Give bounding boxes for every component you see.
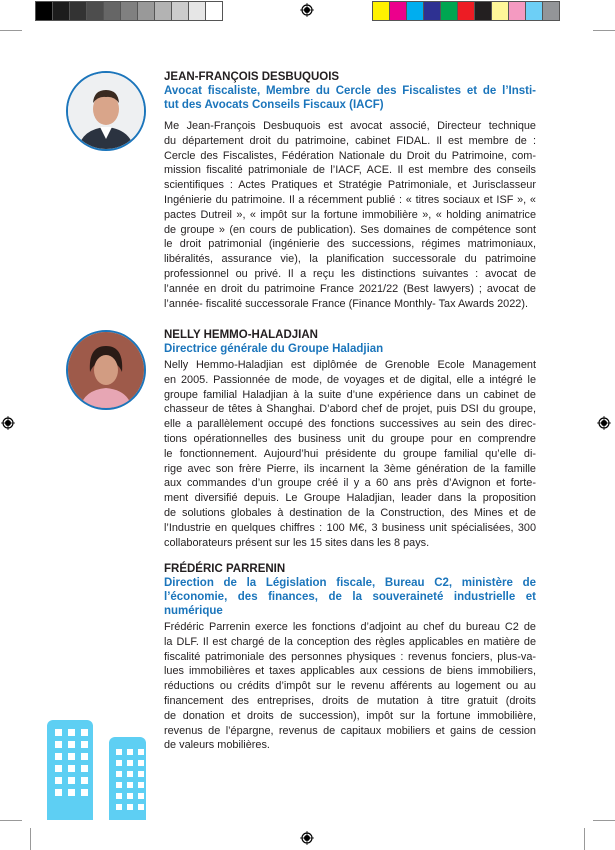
bio-text-line: revenus de l’épargne, revenus de capitaux mobiliers et gains de cession (164, 724, 536, 737)
grayscale-color-bar (35, 1, 223, 21)
window-icon (127, 793, 133, 799)
bio-text-line: pactes Dutreil », « impôt sur la fortune immobilière », « holding animatrice (164, 208, 536, 221)
color-swatch (509, 2, 526, 20)
profile-hemmo-haladjian (164, 328, 536, 550)
person-name: JEAN-FRANÇOIS DESBUQUOIS (164, 71, 340, 83)
bio-text-line: de valeurs mobilières. (164, 739, 270, 752)
window-icon (138, 782, 144, 788)
person-name: NELLY HEMMO-HALADJIAN (164, 329, 318, 341)
bio-text-line: Ingénierie du patrimoine. Il a récemment publié : « titres sociaux et ISF », « (164, 193, 536, 206)
profile-desbuquois (164, 70, 536, 311)
bio-text-line: mission fiscalité patrimoniale de l’IACF, ACE. Il est membre des conseils (164, 164, 536, 177)
bio-text-line: collaborateurs présent sur les 15 sites dans les 8 pays. (164, 536, 430, 549)
window-icon (81, 741, 88, 748)
window-icon (127, 804, 133, 810)
person-title-line: numérique (164, 605, 223, 617)
window-icon (68, 741, 75, 748)
bio-text-line: de groupe » (en cours de publication). Ses domaines de compétence sont (164, 223, 536, 236)
window-icon (127, 760, 133, 766)
bio-text-line: elle a parallèlement occupé des fonctions successives au sein des direc- (164, 418, 536, 431)
color-swatch (172, 2, 189, 20)
window-icon (138, 793, 144, 799)
window-icon (81, 789, 88, 796)
window-icon (81, 753, 88, 760)
bio-text-line: aux commandes d’un groupe créé il y a 60 ans près d’Avignon et forte- (164, 477, 536, 490)
bio-text-line: le fonctionnement. Aujourd’hui présidente du groupe familial qu’elle di- (164, 447, 536, 460)
portrait-photo-nelly-hemmo-haladjian (66, 330, 146, 410)
color-swatch (104, 2, 121, 20)
color-swatch (121, 2, 138, 20)
window-icon (116, 760, 122, 766)
bio-text-line: Me Jean-François Desbuquois est avocat associé, Directeur technique (164, 120, 536, 132)
color-swatch (36, 2, 53, 20)
crop-mark (593, 820, 615, 821)
window-icon (138, 760, 144, 766)
bio-text-line: la DLF. Il est chargé de la conception des règles applicables en matière de (164, 635, 536, 648)
window-icon (68, 729, 75, 736)
window-icon (138, 749, 144, 755)
registration-mark-icon (1, 416, 15, 430)
color-swatch (543, 2, 559, 20)
bio-text-line: financement des entreprises, droits de mutation à titre gratuit (droits (164, 694, 536, 707)
bio-text-line: l’année- fiscalité successorale France (Finance Monthly- Tax Awards 2022). (164, 297, 528, 310)
registration-mark-icon (597, 416, 611, 430)
window-icon (116, 793, 122, 799)
window-icon (116, 782, 122, 788)
bio-text-line: Nelly Hemmo-Haladjian est diplômée de Grenoble Ecole Management (164, 359, 536, 371)
color-swatch (155, 2, 172, 20)
window-icon (55, 729, 62, 736)
crop-mark (0, 820, 22, 821)
bio-text-line: rige avec son frère Pierre, ils incarnent la 3ème génération de la famille (164, 462, 536, 475)
color-swatch (526, 2, 543, 20)
window-icon (68, 789, 75, 796)
window-icon (127, 749, 133, 755)
person-title-line: Avocat fiscaliste, Membre du Cercle des Fiscalistes et de l’Insti- (164, 85, 536, 97)
person-title-line: l’économie, des finances, de la souveraineté industrielle et (164, 591, 536, 603)
window-icon (55, 753, 62, 760)
person-title-line: Direction de la Législation fiscale, Bureau C2, ministère de (164, 577, 536, 589)
color-swatch (492, 2, 509, 20)
window-icon (138, 771, 144, 777)
bio-text-line: lues immobilières et taxes applicables aux cessions de biens immobiliers, (164, 665, 536, 678)
bio-text-line: ment diversifié depuis. Le Groupe Haladjian, leader dans la proposition (164, 492, 536, 505)
window-icon (55, 765, 62, 772)
bio-text-line: scientifiques : Actes Pratiques et Stratégie Patrimoniale, et Jurisclasseur (164, 179, 536, 192)
window-icon (81, 777, 88, 784)
window-icon (138, 804, 144, 810)
window-icon (55, 741, 62, 748)
portrait-photo-jean-francois-desbuquois (66, 71, 146, 151)
window-icon (116, 771, 122, 777)
color-swatch (53, 2, 70, 20)
window-icon (116, 749, 122, 755)
bio-text-line: en 2005. Passionnée de mode, de voyages et de digital, elle a intégré le (164, 373, 536, 386)
person-title-line: Directrice générale du Groupe Haladjian (164, 343, 384, 355)
crop-mark (584, 828, 585, 850)
color-swatch (70, 2, 87, 20)
bio-text-line: libéralités, assurance vie), la planification successorale du patrimoine (164, 253, 536, 266)
registration-mark-icon (300, 3, 314, 17)
window-icon (127, 782, 133, 788)
bio-text-line: de donation et droits de succession), impôt sur la fortune immobilière, (164, 709, 536, 722)
profile-parrenin (164, 562, 536, 753)
color-swatch (138, 2, 155, 20)
crop-mark (593, 30, 615, 31)
bio-text-line: groupe familial Haladjian à la suite d’une expérience dans un cabinet de (164, 388, 536, 401)
window-icon (127, 771, 133, 777)
bio-text-line: de solutions globales à destination de la Construction, des Mines et de (164, 506, 536, 519)
person-name: FRÉDÉRIC PARRENIN (164, 563, 286, 575)
window-icon (116, 804, 122, 810)
window-icon (68, 765, 75, 772)
color-swatch (475, 2, 492, 20)
window-icon (68, 753, 75, 760)
crop-mark (0, 30, 22, 31)
registration-mark-icon (300, 831, 314, 845)
color-swatch (390, 2, 407, 20)
color-swatch (424, 2, 441, 20)
bio-text-line: fiscalité patrimoniale des personnes physiques : revenus fonciers, plus-va- (164, 650, 536, 663)
window-icon (81, 729, 88, 736)
cmyk-color-bar (372, 1, 560, 21)
color-swatch (206, 2, 222, 20)
bio-text-line: le droit patrimonial (ingénierie des successions, régimes matrimoniaux, (164, 238, 536, 251)
color-swatch (407, 2, 424, 20)
window-icon (55, 789, 62, 796)
color-swatch (373, 2, 390, 20)
window-icon (55, 777, 62, 784)
bio-text-line: du département droit du patrimoine, cabinet FIDAL. Il est membre de : (164, 134, 536, 147)
bio-text-line: réductions ou crédits d’impôt sur le revenu afférents au logement ou au (164, 680, 536, 693)
bio-text-line: Frédéric Parrenin exerce les fonctions d’adjoint au chef du bureau C2 de (164, 621, 536, 633)
color-swatch (441, 2, 458, 20)
bio-text-line: professionnel ou privé. Il a reçu les distinctions suivantes : avocat de (164, 267, 536, 280)
window-icon (81, 765, 88, 772)
bio-text-line: chasseur de têtes à Shanghai. D’abord chef de projet, puis DSI du groupe, (164, 403, 536, 416)
bio-text-line: l’année en droit du patrimoine France 2021/22 (Best lawyers) ; avocat de (164, 282, 536, 295)
crop-mark (30, 828, 31, 850)
person-title-line: tut des Avocats Conseils Fiscaux (IACF) (164, 99, 384, 111)
color-swatch (87, 2, 104, 20)
bio-text-line: l’Industrie en quelques chiffres : 100 M€, 3 business unit spécialisées, 300 (164, 521, 536, 534)
bio-text-line: tions opérationnelles des business unit du groupe pour en comprendre (164, 432, 536, 445)
window-icon (68, 777, 75, 784)
color-swatch (458, 2, 475, 20)
color-swatch (189, 2, 206, 20)
bio-text-line: Cercle des Fiscalistes, Fédération Nationale du Droit du Patrimoine, com- (164, 149, 536, 162)
